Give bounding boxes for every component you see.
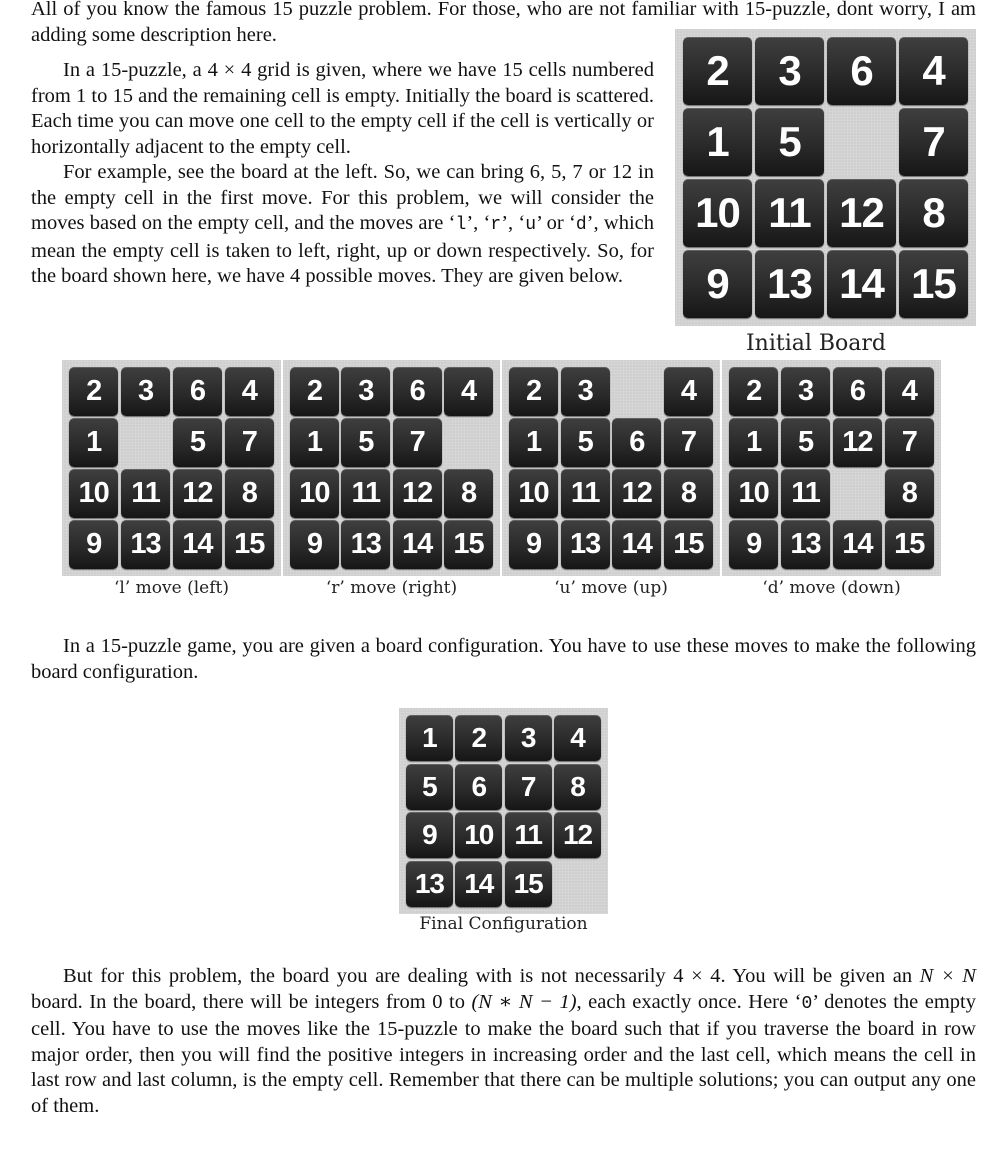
final-board-caption: Final Configuration — [419, 914, 588, 934]
puzzle-tile: 12 — [554, 812, 601, 858]
puzzle-tile: 13 — [406, 861, 453, 907]
puzzle-tile: 2 — [509, 367, 558, 416]
puzzle-tile: 11 — [561, 469, 610, 518]
text-span: ’, which mean the empty cell is taken to left, right, up or down respectively. So, for the board shown here, we have 4 possible moves. They are given below. — [31, 212, 655, 287]
empty-cell — [121, 418, 170, 467]
puzzle-tile: 12 — [173, 469, 222, 518]
puzzle-tile: 3 — [121, 367, 170, 416]
puzzle-tile: 5 — [173, 418, 222, 467]
puzzle-tile: 3 — [781, 367, 830, 416]
puzzle-tile: 15 — [505, 861, 552, 907]
text-span: For example, see the board at the left. So, we can bring 6, 5, 7 or 12 in the empty cell in the first move. For this problem, we will consider the moves based on the empty cell, and the moves are ‘ — [31, 161, 654, 234]
goal-paragraph — [31, 634, 976, 685]
puzzle-tile: 15 — [225, 520, 274, 569]
code-r: r — [490, 215, 502, 235]
intro-text: All of you know the famous 15 puzzle problem. For those, who are not familiar with 15-puzzle, dont worry, I am adding some description here. — [31, 0, 976, 46]
puzzle-tile: 3 — [755, 37, 824, 105]
puzzle-tile: 5 — [406, 764, 453, 810]
puzzle-tile: 2 — [729, 367, 778, 416]
puzzle-tile: 10 — [683, 179, 752, 247]
problem-text — [31, 964, 976, 1119]
puzzle-tile: 4 — [225, 367, 274, 416]
puzzle-tile: 2 — [69, 367, 118, 416]
text-span: ’, ‘ — [466, 212, 491, 234]
math-n-by-n: N × N — [919, 965, 976, 987]
puzzle-tile: 9 — [290, 520, 339, 569]
puzzle-tile: 7 — [885, 418, 934, 467]
puzzle-tile: 13 — [781, 520, 830, 569]
move-board-up — [502, 360, 720, 576]
math-range: (N ∗ N − 1) — [471, 990, 577, 1013]
puzzle-tile: 14 — [833, 520, 882, 569]
puzzle-tile: 10 — [69, 469, 118, 518]
puzzle-tile: 5 — [755, 108, 824, 176]
puzzle-tile: 2 — [290, 367, 339, 416]
puzzle-tile: 10 — [729, 469, 778, 518]
empty-cell — [612, 367, 661, 416]
puzzle-tile: 1 — [290, 418, 339, 467]
puzzle-tile: 12 — [612, 469, 661, 518]
move-caption-left: ‘l’ move (left) — [114, 578, 229, 598]
grid-description-text: In a 15-puzzle, a 4 × 4 grid is given, where we have 15 cells numbered from 1 to 15 and the remaining cell is empty. Initially the board is scattered. Each time you can move one cell to the empty cell if the cell is vertically or horizontally adjacent to the empty cell. — [31, 59, 654, 158]
puzzle-tile: 9 — [509, 520, 558, 569]
move-board-down — [722, 360, 941, 576]
goal-text: In a 15-puzzle game, you are given a board configuration. You have to use these moves to make the following board configuration. — [31, 635, 976, 683]
move-caption-right: ‘r’ move (right) — [325, 578, 458, 598]
puzzle-tile: 11 — [341, 469, 390, 518]
empty-cell — [554, 861, 601, 907]
puzzle-tile: 8 — [554, 764, 601, 810]
puzzle-tile: 6 — [393, 367, 442, 416]
puzzle-tile: 3 — [341, 367, 390, 416]
puzzle-tile: 9 — [729, 520, 778, 569]
puzzle-tile: 12 — [833, 418, 882, 467]
puzzle-tile: 14 — [455, 861, 502, 907]
puzzle-tile: 4 — [554, 715, 601, 761]
empty-cell — [827, 108, 896, 176]
puzzle-tile: 2 — [683, 37, 752, 105]
puzzle-tile: 12 — [393, 469, 442, 518]
puzzle-tile: 13 — [755, 250, 824, 318]
puzzle-tile: 6 — [827, 37, 896, 105]
text-span: board. In the board, there will be integers from 0 to — [31, 990, 472, 1013]
text-span: But for this problem, the board you are dealing with is not necessarily 4 × 4. You will be given an — [63, 965, 920, 987]
puzzle-tile: 5 — [561, 418, 610, 467]
puzzle-tile: 10 — [509, 469, 558, 518]
puzzle-tile: 14 — [827, 250, 896, 318]
puzzle-tile: 8 — [225, 469, 274, 518]
code-d: d — [575, 215, 587, 235]
description-paragraphs — [31, 58, 654, 290]
moves-description-text — [31, 160, 654, 290]
puzzle-tile: 6 — [455, 764, 502, 810]
empty-cell — [833, 469, 882, 518]
code-l: l — [455, 215, 467, 235]
puzzle-tile: 4 — [885, 367, 934, 416]
puzzle-tile: 14 — [612, 520, 661, 569]
puzzle-tile: 8 — [444, 469, 493, 518]
puzzle-tile: 9 — [69, 520, 118, 569]
puzzle-tile: 7 — [664, 418, 713, 467]
puzzle-tile: 1 — [509, 418, 558, 467]
final-board — [399, 708, 608, 914]
puzzle-tile: 10 — [455, 812, 502, 858]
puzzle-tile: 9 — [406, 812, 453, 858]
text-span: ’ or ‘ — [536, 212, 576, 234]
puzzle-tile: 7 — [225, 418, 274, 467]
text-span: ’ denotes the empty cell. You have to use the moves like the 15-puzzle to make the board such that if you traverse the board in row major order, then you will find the positive integers in increasing order and the last cell, which means the cell in last row and last column, is the empty cell. Remember that there can be multiple solutions; you can output any one of them. — [31, 990, 976, 1117]
puzzle-tile: 15 — [664, 520, 713, 569]
puzzle-tile: 4 — [899, 37, 968, 105]
puzzle-tile: 13 — [341, 520, 390, 569]
move-caption-down: ‘d’ move (down) — [762, 578, 901, 598]
puzzle-tile: 7 — [393, 418, 442, 467]
puzzle-tile: 1 — [683, 108, 752, 176]
puzzle-tile: 13 — [121, 520, 170, 569]
puzzle-tile: 6 — [612, 418, 661, 467]
puzzle-tile: 9 — [683, 250, 752, 318]
move-caption-up: ‘u’ move (up) — [554, 578, 668, 598]
puzzle-tile: 5 — [341, 418, 390, 467]
puzzle-tile: 11 — [505, 812, 552, 858]
puzzle-tile: 4 — [444, 367, 493, 416]
puzzle-tile: 7 — [505, 764, 552, 810]
problem-paragraph — [31, 964, 976, 1119]
puzzle-tile: 11 — [781, 469, 830, 518]
move-board-right — [283, 360, 500, 576]
puzzle-tile: 15 — [444, 520, 493, 569]
move-board-left — [62, 360, 281, 576]
puzzle-tile: 11 — [121, 469, 170, 518]
text-span: ’, ‘ — [501, 212, 526, 234]
puzzle-tile: 3 — [505, 715, 552, 761]
puzzle-tile: 6 — [833, 367, 882, 416]
initial-board — [675, 29, 976, 326]
puzzle-tile: 13 — [561, 520, 610, 569]
empty-cell — [444, 418, 493, 467]
text-span: , each exactly once. Here ‘ — [576, 990, 802, 1013]
puzzle-tile: 1 — [729, 418, 778, 467]
puzzle-tile: 3 — [561, 367, 610, 416]
code-0: 0 — [801, 993, 813, 1014]
puzzle-tile: 8 — [664, 469, 713, 518]
puzzle-tile: 11 — [755, 179, 824, 247]
puzzle-tile: 1 — [406, 715, 453, 761]
puzzle-tile: 2 — [455, 715, 502, 761]
puzzle-tile: 8 — [885, 469, 934, 518]
code-u: u — [525, 215, 537, 235]
initial-board-caption: Initial Board — [745, 331, 887, 356]
puzzle-tile: 7 — [899, 108, 968, 176]
puzzle-tile: 14 — [393, 520, 442, 569]
puzzle-tile: 1 — [69, 418, 118, 467]
puzzle-tile: 8 — [899, 179, 968, 247]
puzzle-tile: 4 — [664, 367, 713, 416]
puzzle-tile: 10 — [290, 469, 339, 518]
puzzle-tile: 5 — [781, 418, 830, 467]
puzzle-tile: 15 — [885, 520, 934, 569]
puzzle-tile: 14 — [173, 520, 222, 569]
puzzle-tile: 6 — [173, 367, 222, 416]
puzzle-tile: 15 — [899, 250, 968, 318]
puzzle-tile: 12 — [827, 179, 896, 247]
